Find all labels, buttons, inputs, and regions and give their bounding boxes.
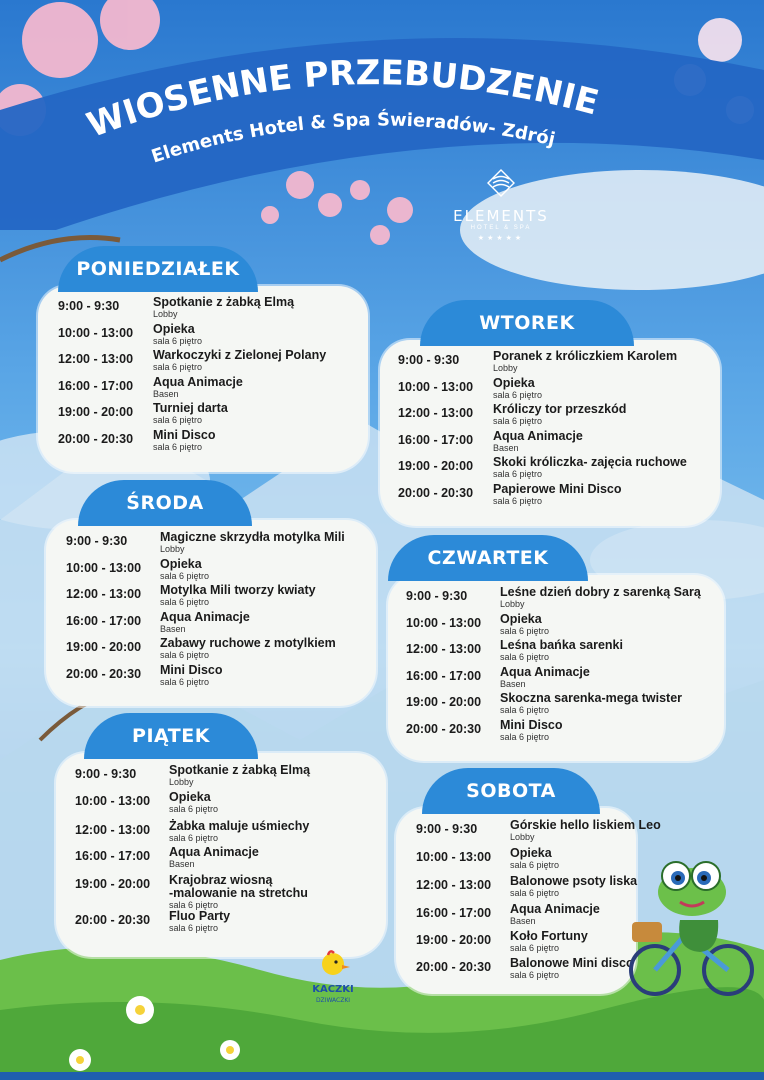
duck-mascot-logo <box>298 948 368 1018</box>
day-title: SOBOTA <box>422 768 600 814</box>
title-banner <box>0 0 764 230</box>
svg-text:DZIWACZKI: DZIWACZKI <box>315 997 351 1004</box>
day-title: PIĄTEK <box>84 713 258 759</box>
logo-subtitle: HOTEL & SPA <box>470 225 532 231</box>
elements-logo-icon <box>484 166 518 200</box>
day-title: PONIEDZIAŁEK <box>58 246 258 292</box>
day-title: WTOREK <box>420 300 634 346</box>
svg-text:KACZKI: KACZKI <box>312 984 354 995</box>
title: WIOSENNE PRZEBUDZENIE <box>81 53 603 146</box>
subtitle: Elements Hotel & Spa Świeradów- Zdrój <box>148 109 558 168</box>
logo-stars: ★★★★★ <box>477 235 525 242</box>
day-title: CZWARTEK <box>388 535 588 581</box>
frog-on-bicycle-illustration <box>620 840 760 1000</box>
logo-name: ELEMENTS <box>453 207 549 225</box>
elements-logo <box>446 166 556 242</box>
day-title: ŚRODA <box>78 480 252 526</box>
